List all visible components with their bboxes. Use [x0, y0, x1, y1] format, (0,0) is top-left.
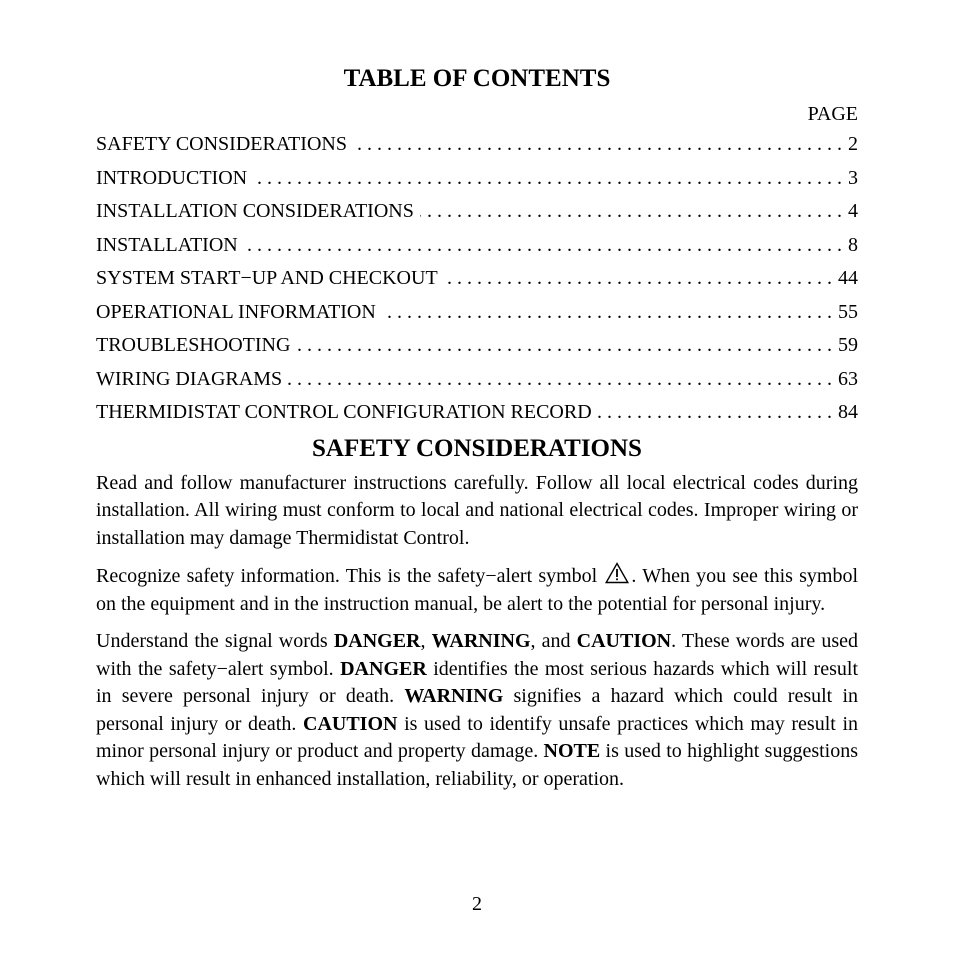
signal-word-note: NOTE [543, 740, 601, 762]
document-page [96, 62, 858, 803]
toc-dot-leader [598, 396, 832, 430]
toc-entry-label: OPERATIONAL INFORMATION [96, 300, 376, 323]
toc-entry-operational-information[interactable] [96, 296, 858, 330]
toc-entry-installation-considerations[interactable] [96, 195, 858, 229]
toc-entry-label: INSTALLATION CONSIDERATIONS [96, 200, 414, 222]
toc-entry-label: WIRING DIAGRAMS [96, 367, 283, 390]
section-title-safety: SAFETY CONSIDERATIONS [312, 434, 642, 462]
signal-word-warning: WARNING [404, 685, 504, 707]
signal-word-danger: DANGER [333, 630, 421, 652]
toc-title: TABLE OF CONTENTS [343, 65, 611, 92]
safety-paragraph-2 [96, 562, 858, 618]
toc-entry-page: 4 [848, 200, 858, 222]
toc-list [96, 128, 858, 430]
page-number: 2 [472, 893, 482, 915]
para2-text-before: Recognize safety information. This is the safety−alert symbol [96, 565, 598, 587]
toc-dot-leader [353, 128, 842, 162]
toc-dot-leader [288, 363, 832, 397]
toc-entry-label: THERMIDISTAT CONTROL CONFIGURATION RECORD [96, 401, 592, 423]
toc-entry-configuration-record[interactable] [96, 396, 858, 430]
toc-dot-leader [253, 162, 842, 196]
toc-entry-label: INTRODUCTION [96, 166, 248, 189]
signal-word-caution: CAUTION [576, 630, 672, 652]
para3-text: signifies a hazard which could result in personal injury or death. [96, 685, 858, 735]
toc-page-column-label: PAGE [807, 103, 858, 125]
toc-entry-system-startup-checkout[interactable] [96, 262, 858, 296]
toc-entry-page: 63 [838, 367, 858, 390]
toc-entry-page: 3 [848, 166, 858, 189]
toc-entry-wiring-diagrams[interactable] [96, 363, 858, 397]
signal-word-danger: DANGER [340, 657, 427, 680]
signal-word-caution: CAUTION [303, 712, 398, 735]
toc-entry-introduction[interactable] [96, 162, 858, 196]
toc-entry-page: 2 [848, 133, 858, 155]
toc-entry-page: 55 [838, 300, 858, 323]
toc-dot-leader [296, 329, 832, 363]
safety-paragraph-3 [96, 628, 858, 793]
toc-entry-label: INSTALLATION [96, 233, 238, 256]
para3-text: is used to identify unsafe practices which may result in minor personal injury or product and property damage. [96, 712, 859, 762]
toc-entry-troubleshooting[interactable] [96, 329, 858, 363]
para3-text: , [420, 630, 432, 652]
toc-dot-leader [382, 296, 832, 330]
toc-entry-page: 84 [838, 401, 858, 423]
para3-text: Understand the signal words [96, 630, 334, 652]
para3-text: identifies the most serious hazards which will result in severe personal injury or death. [96, 657, 858, 707]
toc-entry-label: SYSTEM START−UP AND CHECKOUT [96, 267, 438, 289]
toc-entry-page: 59 [838, 334, 858, 356]
toc-dot-leader [244, 229, 842, 263]
safety-paragraph-1: Read and follow manufacturer instructions carefully. Follow all local electrical codes during installation. All wiring must conform to local and national electrical codes. Improper wiring or installation may damage Thermidistat Control. [96, 471, 858, 549]
toc-entry-label: TROUBLESHOOTING [96, 334, 291, 356]
para2-text-after: . When you see this symbol on the equipment and in the instruction manual, be alert to the potential for personal injury. [96, 565, 859, 615]
toc-entry-page: 8 [848, 233, 858, 256]
toc-entry-installation[interactable] [96, 229, 858, 263]
toc-dot-leader [420, 195, 842, 229]
toc-entry-label: SAFETY CONSIDERATIONS [96, 133, 347, 155]
para3-text: is used to highlight suggestions which will result in enhanced installation, reliability, or operation. [96, 740, 859, 790]
toc-dot-leader [444, 262, 832, 296]
signal-word-warning: WARNING [431, 630, 531, 652]
para3-text: , and [530, 630, 577, 652]
toc-entry-safety-considerations[interactable] [96, 128, 858, 162]
warning-triangle-icon [605, 562, 629, 584]
toc-entry-page: 44 [838, 267, 858, 289]
para3-text: . These words are used with the safety−alert symbol. [96, 630, 858, 680]
